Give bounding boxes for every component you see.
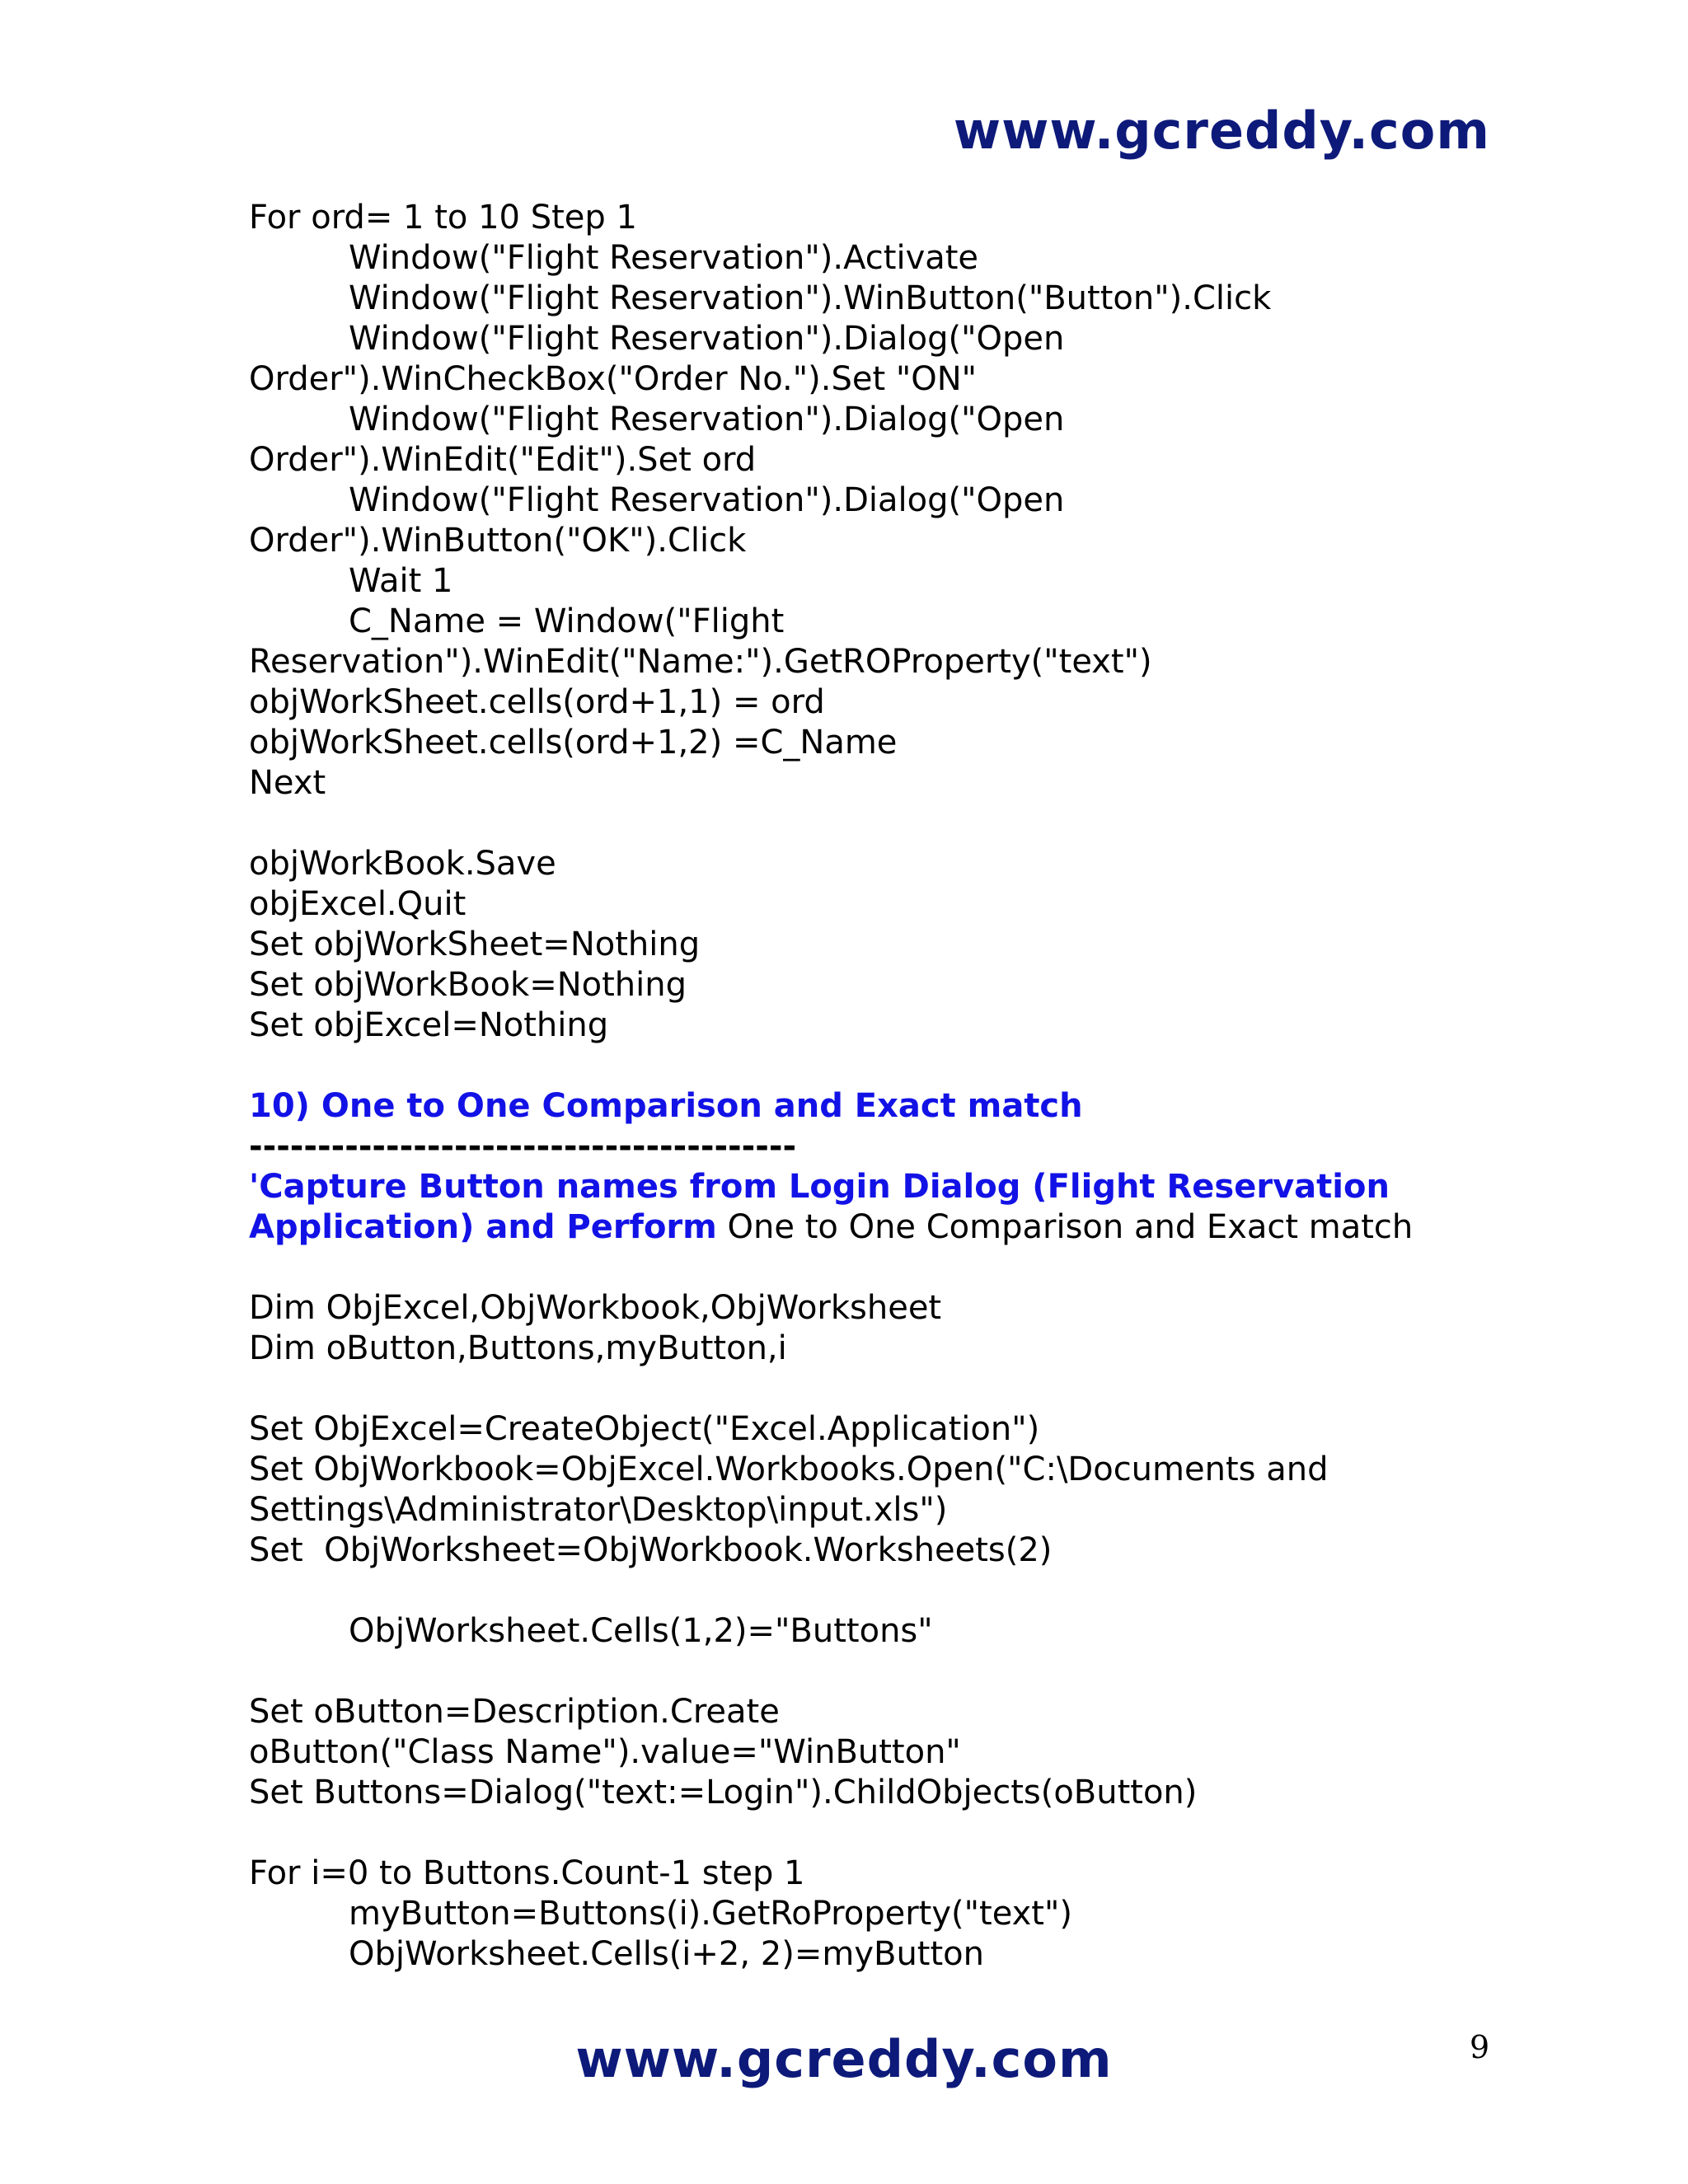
code-line: objWorkSheet.cells(ord+1,1) = ord [249,683,825,721]
header-website-link: www.gcreddy.com [953,101,1490,161]
comment-bold-text: Application) and Perform [249,1208,717,1246]
code-line: myButton=Buttons(i).GetRoProperty("text") [349,1895,1072,1933]
code-line: For i=0 to Buttons.Count-1 step 1 [249,1854,805,1892]
code-line: Dim oButton,Buttons,myButton,i [249,1329,787,1367]
comment-line: 'Capture Button names from Login Dialog (Flight Reservation [249,1168,1390,1206]
section-heading: 10) One to One Comparison and Exact match [249,1087,1083,1125]
code-line: Set ObjWorksheet=ObjWorkbook.Worksheets(2) [249,1531,1053,1569]
code-line: Order").WinEdit("Edit").Set ord [249,441,757,479]
code-line: C_Name = Window("Flight [349,602,785,640]
code-line: Next [249,764,326,802]
code-line: Set oButton=Description.Create [249,1693,780,1731]
code-line: Dim ObjExcel,ObjWorkbook,ObjWorksheet [249,1289,942,1327]
comment-line [249,1207,1502,1248]
code-line: Wait 1 [349,562,453,600]
blank-line [249,804,1502,844]
code-line: Window("Flight Reservation").WinButton("Button").Click [349,279,1272,317]
comment-plain-text: One to One Comparison and Exact match [716,1208,1414,1246]
code-line: objWorkBook.Save [249,845,556,883]
code-line: Set ObjExcel=CreateObject("Excel.Application") [249,1410,1040,1448]
code-line: Window("Flight Reservation").Dialog("Open [349,401,1065,438]
code-line: oButton("Class Name").value="WinButton" [249,1733,961,1771]
code-line: objWorkSheet.cells(ord+1,2) =C_Name [249,724,898,762]
code-line: For ord= 1 to 10 Step 1 [249,199,637,237]
code-line: Set Buttons=Dialog("text:=Login").ChildObjects(oButton) [249,1774,1198,1811]
code-line: Set objExcel=Nothing [249,1006,609,1044]
code-line: objExcel.Quit [249,885,467,923]
code-line: Window("Flight Reservation").Dialog("Open [349,481,1065,519]
code-line: Set ObjWorkbook=ObjExcel.Workbooks.Open("C:\Documents and [249,1451,1329,1488]
code-line: Order").WinButton("OK").Click [249,522,747,560]
blank-line [249,1369,1502,1409]
code-line: ObjWorksheet.Cells(i+2, 2)=myButton [349,1935,984,1973]
code-line: Set objWorkSheet=Nothing [249,926,701,963]
blank-line [249,1652,1502,1692]
section-divider: ---------------------------------------- [249,1127,797,1165]
code-line: Order").WinCheckBox("Order No.").Set "ON" [249,360,978,398]
page-number: 9 [1470,2029,1490,2065]
code-line: Window("Flight Reservation").Activate [349,239,979,277]
blank-line [249,1813,1502,1854]
blank-line [249,1571,1502,1611]
footer-website-link: www.gcreddy.com [575,2029,1113,2089]
code-line: Window("Flight Reservation").Dialog("Open [349,320,1065,358]
code-content [249,198,1502,1975]
code-line: Set objWorkBook=Nothing [249,966,687,1004]
code-line: Settings\Administrator\Desktop\input.xls") [249,1491,948,1529]
blank-line [249,1046,1502,1086]
blank-line [249,1248,1502,1288]
code-line: ObjWorksheet.Cells(1,2)="Buttons" [349,1612,933,1650]
code-line: Reservation").WinEdit("Name:").GetROProperty("text") [249,643,1152,681]
